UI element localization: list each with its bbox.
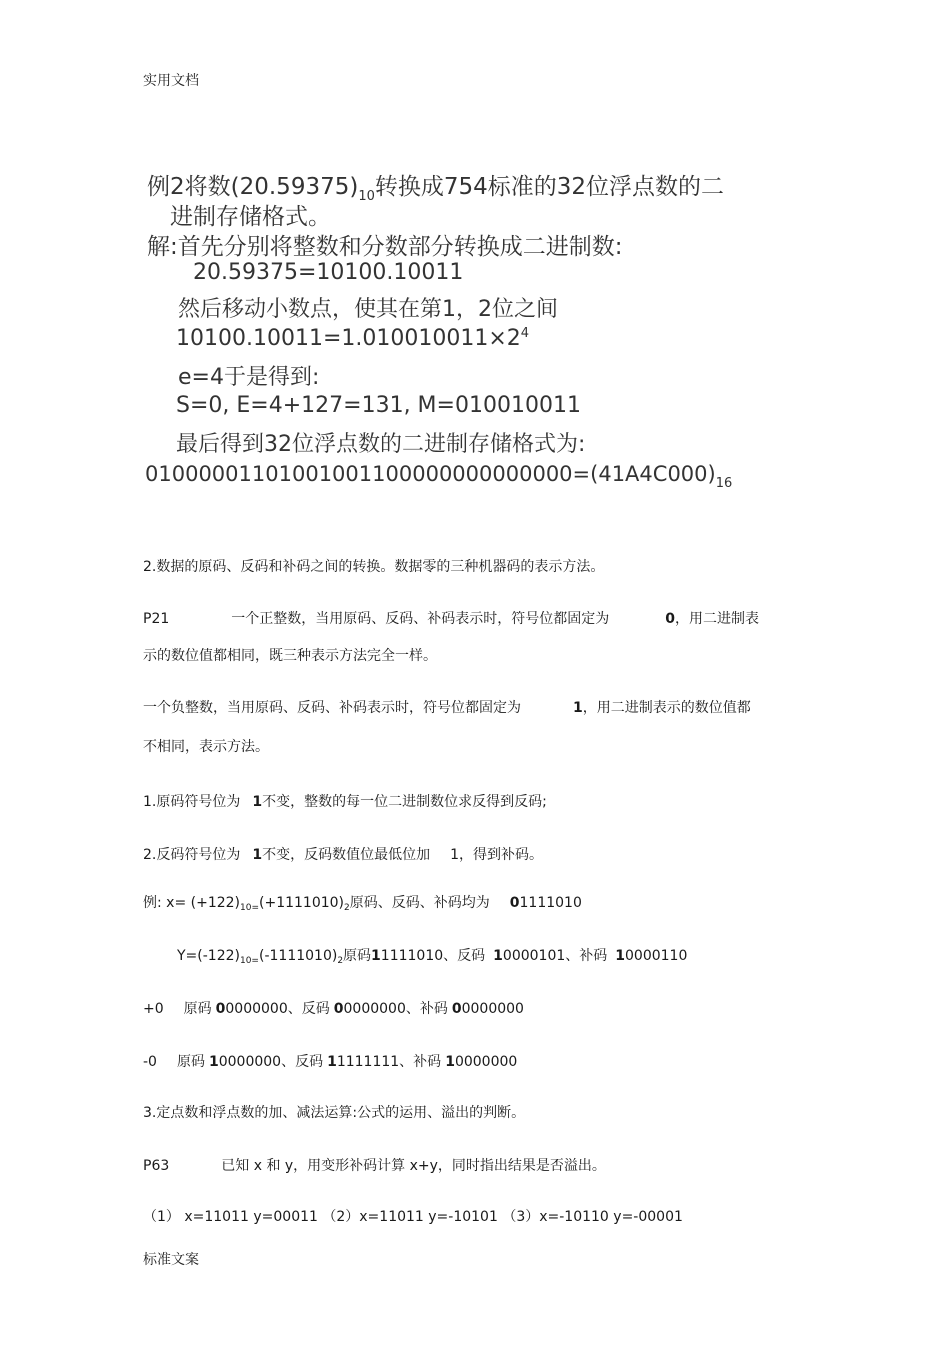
example-line-7: e=4于是得到: bbox=[178, 365, 320, 390]
p63-questions: （1） x=11011 y=00011 （2）x=11011 y=-10101 （3）x=-10110 y=-00001 bbox=[143, 1209, 683, 1225]
p63-line: P63 已知 x 和 y，用变形补码计算 x+y，同时指出结果是否溢出。 bbox=[143, 1158, 606, 1174]
example-line-9: 最后得到32位浮点数的二进制存储格式为: bbox=[176, 432, 586, 457]
page-header: 实用文档 bbox=[143, 73, 199, 89]
negative-line-2: 不相同，表示方法。 bbox=[143, 739, 269, 755]
example-line-10: $01000001101001001100000000000000=(41A4C000)_{16}$ bbox=[145, 462, 733, 491]
example-line-5: 然后移动小数点，使其在第1，2位之间 bbox=[178, 297, 558, 322]
positive-zero: +0 原码 00000000、反码 00000000、补码 00000000 bbox=[143, 1001, 524, 1017]
page-footer: 标准文案 bbox=[143, 1252, 199, 1268]
section-2-heading: 2.数据的原码、反码和补码之间的转换。数据零的三种机器码的表示方法。 bbox=[143, 559, 605, 575]
negative-line-1: 一个负整数，当用原码、反码、补码表示时，符号位都固定为 1，用二进制表示的数位值都 bbox=[143, 700, 751, 716]
example-line-2: 进制存储格式。 bbox=[170, 204, 331, 230]
p21-line-2: 示的数位值都相同，既三种表示方法完全一样。 bbox=[143, 648, 437, 664]
example-line-8: S=0, E=4+127=131, M=010010011 bbox=[176, 393, 581, 418]
example-line-4: 20.59375=10100.10011 bbox=[193, 260, 464, 285]
example-x: 例: $x= (+122)_{10=}(+1111010)_2$原码、反码、补码均为 01111010 bbox=[143, 895, 582, 913]
rule-2: 2.反码符号位为 1不变，反码数值位最低位加 1，得到补码。 bbox=[143, 847, 544, 863]
negative-zero: -0 原码 10000000、反码 11111111、补码 10000000 bbox=[143, 1054, 518, 1070]
example-line-3: 解:首先分别将整数和分数部分转换成二进制数: bbox=[147, 234, 623, 260]
section-3-heading: 3.定点数和浮点数的加、减法运算:公式的运用、溢出的判断。 bbox=[143, 1105, 526, 1121]
rule-1: 1.原码符号位为 1不变，整数的每一位二进制数位求反得到反码; bbox=[143, 794, 547, 810]
example-line-6: $10100.10011=1.010010011\times 2^4$ bbox=[176, 326, 530, 351]
example-y: $Y=(-122)_{10=}(-1111010)_2$原码11111010、反码 10000101、补码 10000110 bbox=[177, 948, 688, 966]
p21-line-1: P21 一个正整数，当用原码、反码、补码表示时，符号位都固定为 0，用二进制表 bbox=[143, 611, 760, 627]
example-line-1: 例2将数$(20.59375)_{10}$转换成754标准的32位浮点数的二 bbox=[147, 174, 725, 204]
